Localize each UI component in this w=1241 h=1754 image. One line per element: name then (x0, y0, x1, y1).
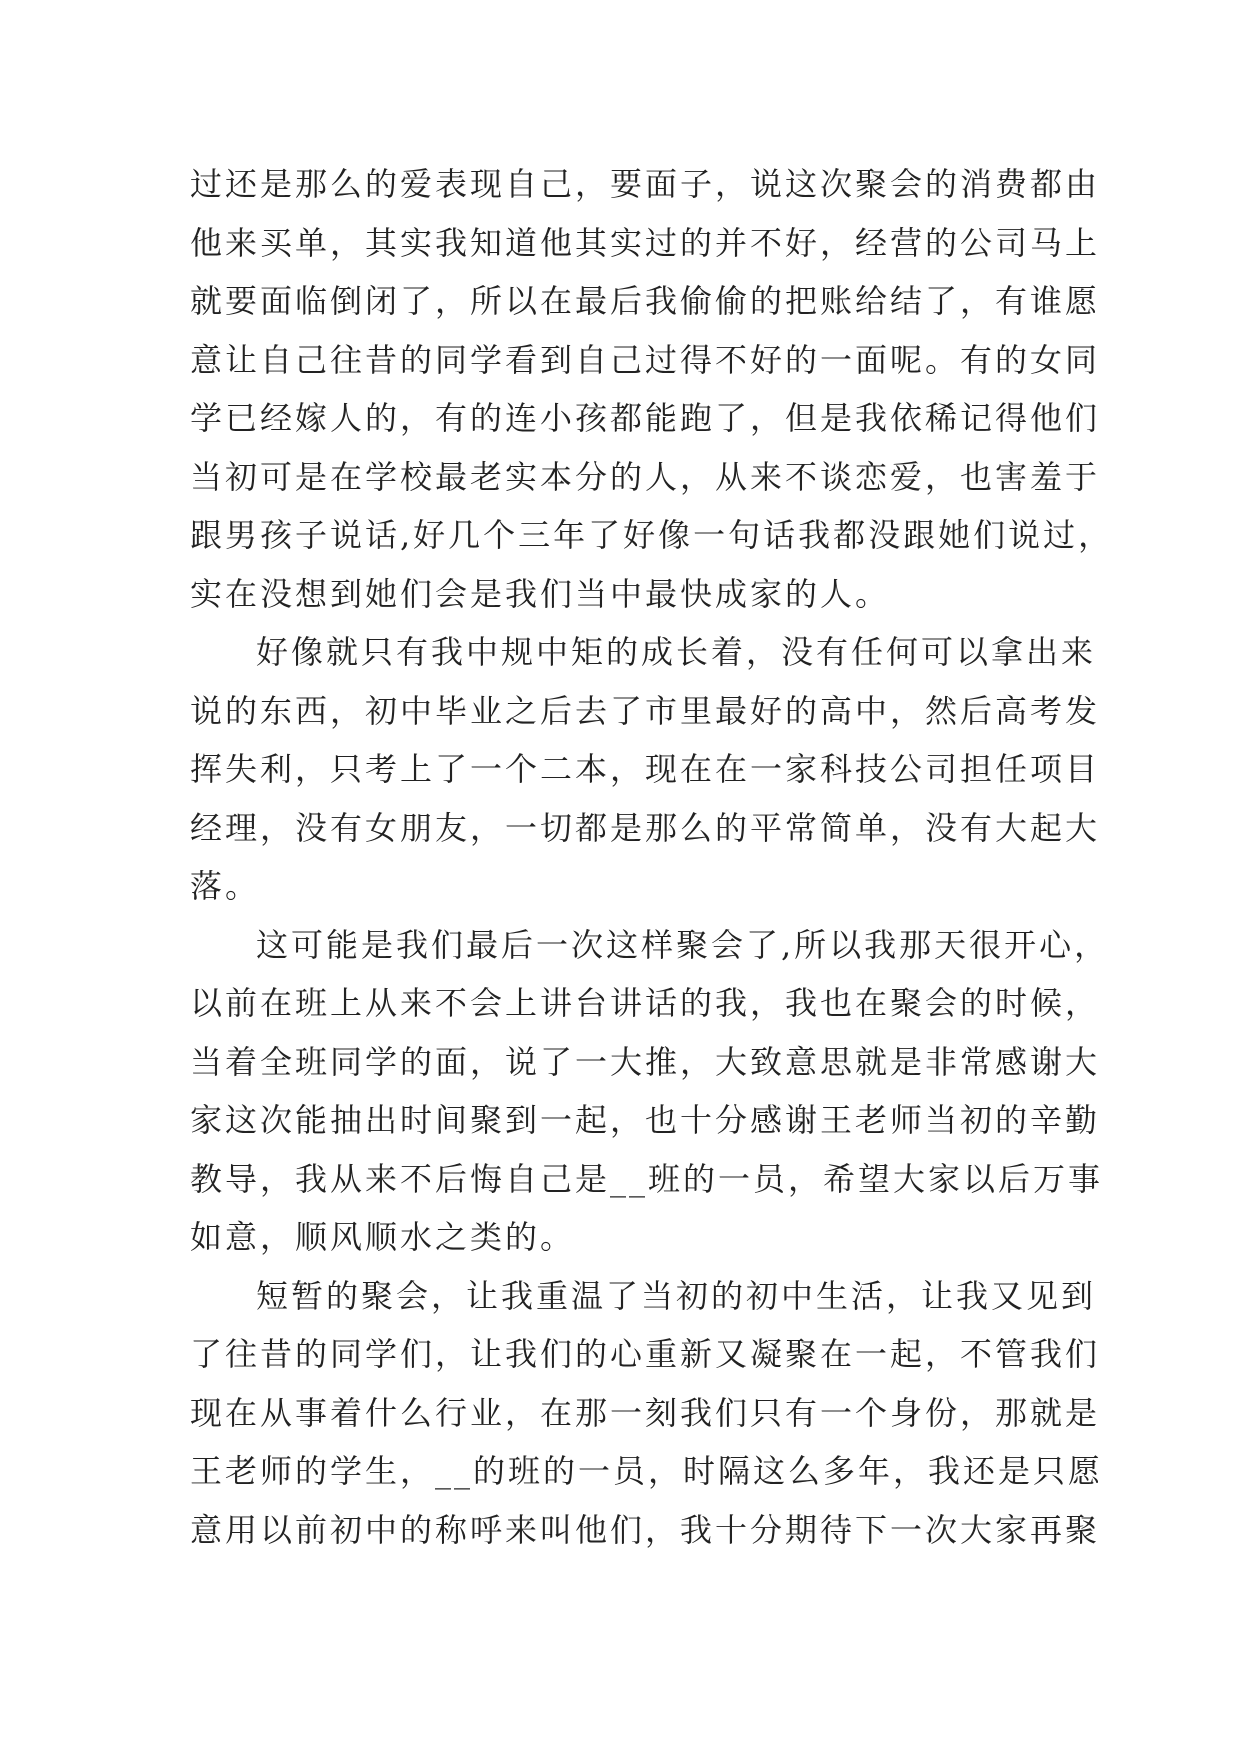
document-body (190, 155, 1114, 1559)
text-line: 落。 (190, 867, 261, 905)
paragraph-first-line: 好像就只有我中规中矩的成长着，没有任何可以拿出来 (256, 633, 1097, 671)
text-line: 学已经嫁人的，有的连小孩都能跑了，但是我依稀记得他们 (190, 399, 1101, 437)
text-line: 经理，没有女朋友，一切都是那么的平常简单，没有大起大 (190, 808, 1101, 847)
text-line: 了往昔的同学们，让我们的心重新又凝聚在一起，不管我们 (190, 1335, 1101, 1373)
text-line: 说的东西，初中毕业之后去了市里最好的高中，然后高考发 (190, 691, 1101, 730)
text-line: 当着全班同学的面，说了一大推，大致意思就是非常感谢大 (190, 1042, 1101, 1081)
paragraph-first-line: 短暂的聚会，让我重温了当初的初中生活，让我又见到 (256, 1276, 1097, 1315)
text-line: 以前在班上从来不会上讲台讲话的我，我也在聚会的时候， (190, 984, 1101, 1022)
text-line: 就要面临倒闭了，所以在最后我偷偷的把账给结了，有谁愿 (190, 282, 1101, 320)
text-line: 教导，我从来不后悔自己是__班的一员，希望大家以后万事 (190, 1159, 1104, 1198)
text-line: 跟男孩子说话,好几个三年了好像一句话我都没跟她们说过， (190, 516, 1114, 554)
text-line: 实在没想到她们会是我们当中最快成家的人。 (190, 574, 891, 613)
paragraph-first-line: 这可能是我们最后一次这样聚会了,所以我那天很开心， (256, 925, 1110, 964)
text-line: 他来买单，其实我知道他其实过的并不好，经营的公司马上 (190, 223, 1101, 262)
text-line: 王老师的学生，__的班的一员，时隔这么多年，我还是只愿 (190, 1452, 1104, 1490)
text-line: 过还是那么的爱表现自己，要面子，说这次聚会的消费都由 (190, 165, 1101, 203)
text-line: 意让自己往昔的同学看到自己过得不好的一面呢。有的女同 (190, 340, 1101, 379)
text-line: 当初可是在学校最老实本分的人，从来不谈恋爱，也害羞于 (190, 457, 1101, 496)
text-line: 挥失利，只考上了一个二本，现在在一家科技公司担任项目 (190, 750, 1101, 788)
text-line: 现在从事着什么行业，在那一刻我们只有一个身份，那就是 (190, 1393, 1101, 1432)
text-line: 家这次能抽出时间聚到一起，也十分感谢王老师当初的辛勤 (190, 1101, 1101, 1139)
text-line: 意用以前初中的称呼来叫他们，我十分期待下一次大家再聚 (190, 1510, 1101, 1549)
text-line: 如意，顺风顺水之类的。 (190, 1218, 576, 1256)
